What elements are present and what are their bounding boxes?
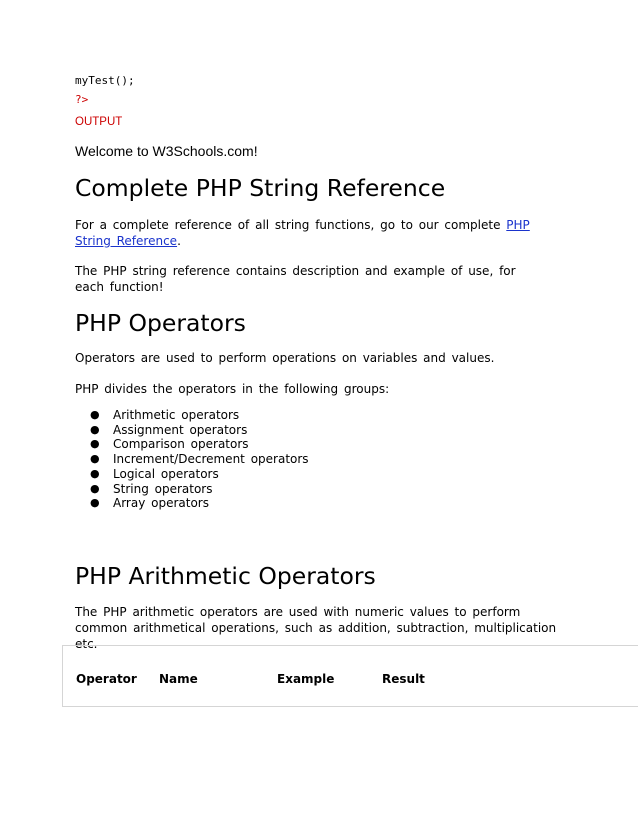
php-string-reference-link[interactable]: PHP String Reference xyxy=(75,218,530,248)
heading-arithmetic-operators: PHP Arithmetic Operators xyxy=(75,562,376,590)
table-header-name: Name xyxy=(159,672,198,686)
table-header-operator: Operator xyxy=(76,672,137,686)
output-text: Welcome to W3Schools.com! xyxy=(75,143,258,159)
list-item xyxy=(75,496,309,511)
list-item xyxy=(75,482,309,497)
list-item xyxy=(75,467,309,482)
operator-groups-list xyxy=(75,408,309,511)
list-item xyxy=(75,452,309,467)
bullet-icon: ● xyxy=(90,422,100,436)
bullet-icon: ● xyxy=(90,481,100,495)
list-item xyxy=(75,408,309,423)
string-reference-paragraph xyxy=(75,217,555,249)
list-item-label: Comparison operators xyxy=(113,437,249,452)
list-item-label: Arithmetic operators xyxy=(113,408,240,422)
list-item-label: String operators xyxy=(113,481,213,496)
arithmetic-operators-table xyxy=(62,645,638,707)
list-item-label: Assignment operators xyxy=(113,422,248,437)
arithmetic-description: The PHP arithmetic operators are used with numeric values to perform common arithmetical operations, such as addition, subtraction, multiplication etc. xyxy=(75,605,557,651)
list-item-label: Array operators xyxy=(113,496,209,511)
bullet-icon: ● xyxy=(90,496,100,510)
list-item xyxy=(75,437,309,452)
operators-intro: Operators are used to perform operations on variables and values. xyxy=(75,351,495,365)
operators-groups-intro: PHP divides the operators in the following groups: xyxy=(75,382,390,396)
code-line-php-close: ?> xyxy=(75,93,89,106)
heading-string-reference: Complete PHP String Reference xyxy=(75,174,446,202)
string-reference-text: For a complete reference of all string functions, go to our complete xyxy=(75,218,507,232)
bullet-icon: ● xyxy=(90,408,100,421)
list-item-label: Logical operators xyxy=(113,466,219,481)
output-label: OUTPUT xyxy=(75,116,123,128)
code-line-mytest: myTest(); xyxy=(75,74,135,87)
list-item-label: Increment/Decrement operators xyxy=(113,452,309,467)
bullet-icon: ● xyxy=(90,452,100,466)
string-reference-description: The PHP string reference contains description and example of use, for each function! xyxy=(75,264,516,294)
table-header-result: Result xyxy=(382,672,425,686)
bullet-icon: ● xyxy=(90,437,100,451)
bullet-icon: ● xyxy=(90,466,100,480)
list-item xyxy=(75,423,309,438)
string-reference-period: . xyxy=(177,234,181,248)
table-header-example: Example xyxy=(277,672,335,686)
heading-php-operators: PHP Operators xyxy=(75,309,246,337)
